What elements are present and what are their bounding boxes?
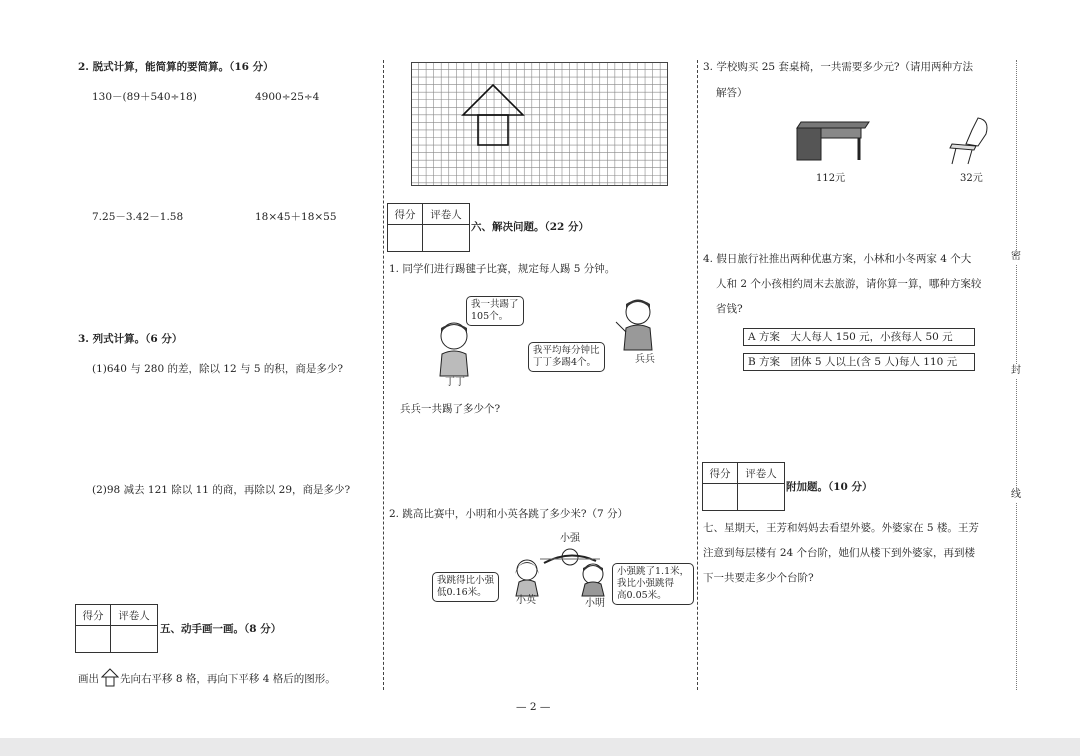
- q2-title: 2. 跳高比赛中，小明和小英各跳了多少米?（7 分）: [389, 508, 629, 520]
- score-label: 得分: [388, 204, 423, 225]
- q3-title-line2: 解答）: [716, 87, 748, 99]
- q3-title: 3. 列式计算。（6 分）: [78, 333, 183, 345]
- expr-1: 130－(89＋540÷18): [92, 91, 197, 103]
- q4-line3: 省钱?: [716, 303, 743, 315]
- girl-xiaoying-figure: [510, 558, 544, 598]
- name-bingbing: 兵兵: [635, 354, 655, 365]
- name-dingding: 丁丁: [445, 377, 465, 388]
- q3-part-1: (1)640 与 280 的差，除以 12 与 5 的积，商是多少?: [92, 363, 343, 375]
- boy-dingding-figure: [432, 318, 476, 378]
- expr-4: 18×45＋18×55: [255, 211, 337, 223]
- sec6-title: 六、解决问题。（22 分）: [471, 221, 590, 233]
- scan-bottom-strip: [0, 738, 1080, 756]
- score-box-bonus: [702, 462, 785, 511]
- score-box-5: [75, 604, 158, 653]
- plan-b: B 方案 团体 5 人以上(含 5 人)每人 110 元: [743, 353, 975, 371]
- expr-3: 7.25－3.42－1.58: [92, 211, 184, 223]
- grader-label: 评卷人: [738, 463, 785, 484]
- q2-title: 2. 脱式计算，能简算的要简算。（16 分）: [78, 61, 274, 73]
- margin-feng: 封: [1011, 365, 1021, 376]
- bonus-title: 附加题。（10 分）: [786, 481, 873, 493]
- boy-bingbing-figure: [614, 296, 658, 352]
- q1-title: 1. 同学们进行踢毽子比赛，规定每人踢 5 分钟。: [389, 263, 616, 275]
- chair-image: [946, 116, 994, 166]
- house-shape-icon: [101, 668, 119, 688]
- desk-price: 112元: [816, 173, 846, 184]
- expr-2: 4900÷25÷4: [255, 91, 320, 103]
- name-xiaoqiang: 小强: [560, 533, 580, 544]
- margin-xian: 线: [1011, 489, 1021, 500]
- speech-bubble-xiaoying: 我跳得比小强 低0.16米。: [432, 572, 499, 602]
- q3-title-line1: 3. 学校购买 25 套桌椅，一共需要多少元?（请用两种方法: [703, 61, 974, 73]
- name-xiaoying: 小英: [516, 595, 536, 606]
- plan-a: A 方案 大人每人 150 元，小孩每人 50 元: [743, 328, 975, 346]
- q7-line1: 七、星期天，王芳和妈妈去看望外婆。外婆家在 5 楼。王芳: [703, 522, 979, 534]
- q3-part-2: (2)98 减去 121 除以 11 的商，再除以 29，商是多少?: [92, 484, 351, 496]
- score-label: 得分: [76, 605, 111, 626]
- speech-bubble-dingding: 我一共踢了 105个。: [466, 296, 524, 326]
- grader-label: 评卷人: [111, 605, 158, 626]
- margin-mi: 密: [1011, 251, 1021, 262]
- sec5-text-a: 画出: [78, 673, 99, 685]
- page-number: — 2 —: [516, 701, 551, 713]
- sec5-title: 五、动手画一画。（8 分）: [160, 623, 282, 635]
- speech-bubble-bingbing: 我平均每分钟比 丁丁多踢4个。: [528, 342, 605, 372]
- q4-line2: 人和 2 个小孩相约周末去旅游，请你算一算，哪种方案较: [716, 278, 982, 290]
- speech-bubble-xiaoming: 小强跳了1.1米， 我比小强跳得 高0.05米。: [612, 563, 694, 605]
- drawing-grid: [411, 62, 668, 186]
- score-box-6: [387, 203, 470, 252]
- q4-line1: 4. 假日旅行社推出两种优惠方案，小林和小冬两家 4 个大: [703, 253, 972, 265]
- q7-line2: 注意到每层楼有 24 个台阶，她们从楼下到外婆家，再到楼: [703, 547, 976, 559]
- chair-price: 32元: [960, 173, 983, 184]
- boy-xiaoming-figure: [576, 562, 610, 598]
- score-label: 得分: [703, 463, 738, 484]
- sec5-text-b: 先向右平移 8 格，再向下平移 4 格后的图形。: [120, 673, 336, 685]
- q7-line3: 下一共要走多少个台阶?: [703, 572, 814, 584]
- q1-question: 兵兵一共踢了多少个?: [400, 403, 501, 415]
- grader-label: 评卷人: [423, 204, 470, 225]
- desk-image: [795, 118, 871, 162]
- column-divider-right: [697, 60, 698, 690]
- name-xiaoming: 小明: [585, 598, 605, 609]
- column-divider-left: [383, 60, 384, 690]
